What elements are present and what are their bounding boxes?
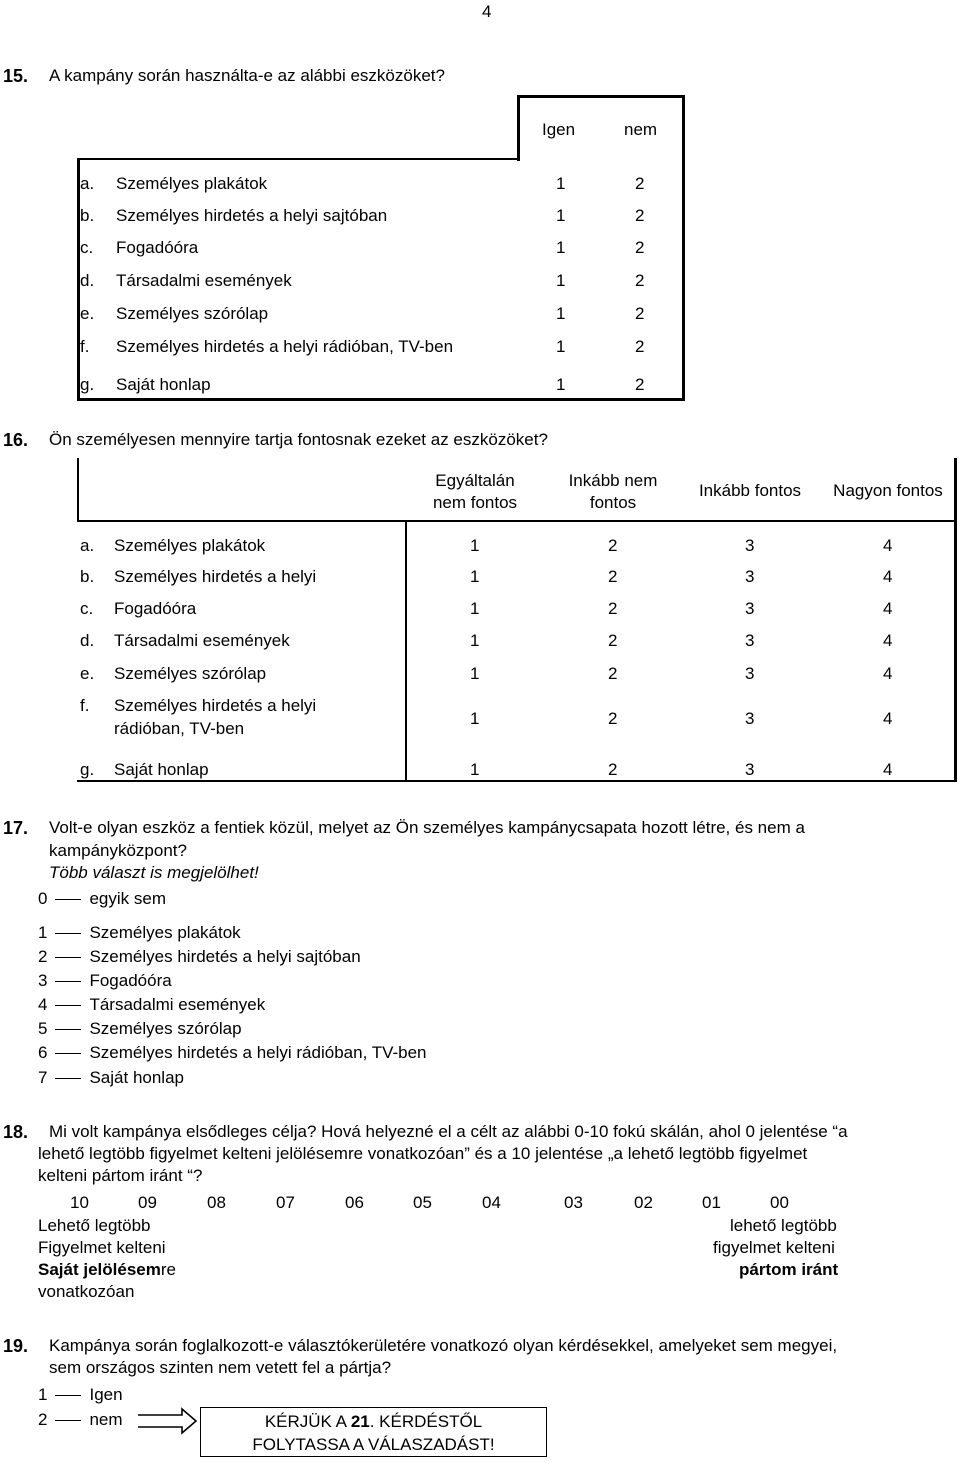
scale-value[interactable]: 08: [207, 1193, 226, 1212]
q18-number: 18.: [3, 1122, 29, 1142]
list-item[interactable]: 1 Igen: [38, 1385, 123, 1404]
list-item[interactable]: 7 Saját honlap: [38, 1068, 184, 1087]
answer-yes[interactable]: 1: [556, 271, 566, 290]
row-label: Személyes plakátok: [116, 174, 268, 193]
row-letter: c.: [80, 238, 94, 257]
q15-text: A kampány során használta-e az alábbi eszközöket?: [49, 66, 445, 85]
row-letter: e.: [80, 664, 95, 683]
q16-header-1: Egyáltalán nem fontos: [432, 471, 518, 512]
answer-2[interactable]: 2: [608, 760, 618, 779]
answer-3[interactable]: 3: [745, 599, 755, 618]
list-item[interactable]: 2 Személyes hirdetés a helyi sajtóban: [38, 947, 361, 966]
scale-value[interactable]: 01: [702, 1193, 721, 1212]
answer-4[interactable]: 4: [883, 567, 893, 586]
answer-no[interactable]: 2: [635, 206, 645, 225]
answer-2[interactable]: 2: [608, 567, 618, 586]
answer-yes[interactable]: 1: [556, 174, 566, 193]
row-letter: c.: [80, 599, 94, 618]
row-label: Fogadóóra: [114, 599, 197, 618]
row-letter: d.: [80, 271, 95, 290]
row-letter: a.: [80, 536, 95, 555]
q17-number: 17.: [3, 818, 29, 838]
list-item[interactable]: 5 Személyes szórólap: [38, 1019, 242, 1038]
q19-number: 19.: [3, 1336, 29, 1356]
answer-no[interactable]: 2: [635, 271, 645, 290]
answer-3[interactable]: 3: [745, 760, 755, 779]
q15-col-no: nem: [624, 120, 658, 139]
row-label: Saját honlap: [116, 375, 211, 394]
scale-value[interactable]: 02: [634, 1193, 653, 1212]
answer-1[interactable]: 1: [470, 536, 480, 555]
row-letter: d.: [80, 631, 95, 650]
answer-no[interactable]: 2: [635, 375, 645, 394]
answer-4[interactable]: 4: [883, 760, 893, 779]
row-label: Személyes szórólap: [116, 304, 269, 323]
row-letter: b.: [80, 206, 95, 225]
q18-line3: kelteni pártom iránt “?: [38, 1166, 203, 1185]
scale-value[interactable]: 05: [413, 1193, 432, 1212]
row-label: Személyes hirdetés a helyi: [114, 567, 317, 586]
answer-4[interactable]: 4: [883, 631, 893, 650]
scale-left-label-3: Saját jelölésemre: [38, 1260, 176, 1279]
answer-yes[interactable]: 1: [556, 375, 566, 394]
answer-3[interactable]: 3: [745, 536, 755, 555]
answer-yes[interactable]: 1: [556, 238, 566, 257]
q16-header-4: Nagyon fontos: [833, 481, 943, 500]
scale-right-label-3: pártom iránt: [739, 1260, 839, 1279]
answer-no[interactable]: 2: [635, 174, 645, 193]
list-item[interactable]: 0 egyik sem: [38, 889, 166, 908]
answer-2[interactable]: 2: [608, 631, 618, 650]
q17-note: Több választ is megjelölhet!: [49, 863, 259, 882]
row-letter: f.: [80, 337, 90, 356]
answer-no[interactable]: 2: [635, 304, 645, 323]
scale-value[interactable]: 00: [770, 1193, 789, 1212]
answer-1[interactable]: 1: [470, 631, 480, 650]
answer-yes[interactable]: 1: [556, 304, 566, 323]
answer-2[interactable]: 2: [608, 709, 618, 728]
q18-line1: Mi volt kampánya elsődleges célja? Hová helyezné el a célt az alábbi 0-10 fokú skálán, ahol 0 jelentése “a: [49, 1122, 848, 1141]
answer-no[interactable]: 2: [635, 337, 645, 356]
scale-value[interactable]: 03: [564, 1193, 583, 1212]
answer-yes[interactable]: 1: [556, 337, 566, 356]
row-letter: a.: [80, 174, 95, 193]
skip-instruction-line2: FOLYTASSA A VÁLASZADÁST!: [252, 1435, 495, 1454]
row-label: Személyes szórólap: [114, 664, 267, 683]
answer-yes[interactable]: 1: [556, 206, 566, 225]
q16-header-3: Inkább fontos: [698, 481, 802, 500]
scale-left-label-2: Figyelmet kelteni: [38, 1238, 166, 1257]
row-letter: g.: [80, 375, 95, 394]
q16-header-2: Inkább nem fontos: [568, 471, 658, 512]
row-label: Személyes hirdetés a helyi rádióban, TV-ben: [116, 337, 454, 356]
row-label: Fogadóóra: [116, 238, 199, 257]
answer-1[interactable]: 1: [470, 567, 480, 586]
scale-value[interactable]: 06: [345, 1193, 364, 1212]
list-item[interactable]: 6 Személyes hirdetés a helyi rádióban, TV-ben: [38, 1043, 427, 1062]
answer-1[interactable]: 1: [470, 709, 480, 728]
q19-line2: sem országos szinten nem vetett fel a pártja?: [49, 1358, 392, 1377]
answer-4[interactable]: 4: [883, 536, 893, 555]
scale-value[interactable]: 07: [276, 1193, 295, 1212]
list-item[interactable]: 4 Társadalmi események: [38, 995, 266, 1014]
arrow-right-icon: [136, 1406, 200, 1436]
answer-3[interactable]: 3: [745, 664, 755, 683]
answer-3[interactable]: 3: [745, 567, 755, 586]
scale-right-label-1: lehető legtöbb: [730, 1216, 837, 1235]
row-letter: b.: [80, 567, 95, 586]
list-item[interactable]: 3 Fogadóóra: [38, 971, 172, 990]
scale-left-label-4: vonatkozóan: [38, 1282, 135, 1301]
scale-value[interactable]: 04: [482, 1193, 501, 1212]
row-label: Személyes hirdetés a helyi: [114, 696, 317, 715]
row-label-line2: rádióban, TV-ben: [114, 719, 245, 738]
page-number: 4: [482, 2, 492, 21]
skip-instruction-line1: KÉRJÜK A 21. KÉRDÉSTŐL: [264, 1412, 483, 1431]
row-label: Saját honlap: [114, 760, 209, 779]
row-label: Személyes hirdetés a helyi sajtóban: [116, 206, 388, 225]
answer-1[interactable]: 1: [470, 599, 480, 618]
list-item[interactable]: 1 Személyes plakátok: [38, 923, 241, 942]
scale-value[interactable]: 09: [138, 1193, 157, 1212]
q15-col-yes: Igen: [542, 120, 576, 139]
answer-3[interactable]: 3: [745, 631, 755, 650]
answer-4[interactable]: 4: [883, 664, 893, 683]
q18-line2: lehető legtöbb figyelmet kelteni jelölésemre vonatkozóan” és a 10 jelentése „a lehető legtöbb figyelmet: [38, 1144, 808, 1163]
answer-4[interactable]: 4: [883, 599, 893, 618]
answer-1[interactable]: 1: [470, 664, 480, 683]
q16-number: 16.: [3, 430, 29, 450]
q15-number: 15.: [3, 66, 29, 86]
row-letter: f.: [80, 696, 90, 715]
q17-line2: kampányközpont?: [49, 841, 187, 860]
q19-line1: Kampánya során foglalkozott-e választókerületére vonatkozó olyan kérdésekkel, amelyeket sem megyei,: [49, 1336, 838, 1355]
row-label: Társadalmi események: [114, 631, 290, 650]
answer-2[interactable]: 2: [608, 664, 618, 683]
row-letter: g.: [80, 760, 95, 779]
q16-text: Ön személyesen mennyire tartja fontosnak ezeket az eszközöket?: [49, 430, 548, 449]
answer-4[interactable]: 4: [883, 709, 893, 728]
list-item[interactable]: 2 nem: [38, 1410, 123, 1429]
answer-3[interactable]: 3: [745, 709, 755, 728]
scale-value[interactable]: 10: [70, 1193, 89, 1212]
scale-right-label-2: figyelmet kelteni: [713, 1238, 835, 1257]
row-label: Személyes plakátok: [114, 536, 266, 555]
answer-1[interactable]: 1: [470, 760, 480, 779]
answer-2[interactable]: 2: [608, 536, 618, 555]
row-label: Társadalmi események: [116, 271, 292, 290]
scale-left-label-1: Lehető legtöbb: [38, 1216, 151, 1235]
skip-instruction-box: [200, 1407, 547, 1457]
q17-line1: Volt-e olyan eszköz a fentiek közül, melyet az Ön személyes kampánycsapata hozott létre, és nem a: [49, 818, 805, 837]
answer-2[interactable]: 2: [608, 599, 618, 618]
answer-no[interactable]: 2: [635, 238, 645, 257]
row-letter: e.: [80, 304, 95, 323]
